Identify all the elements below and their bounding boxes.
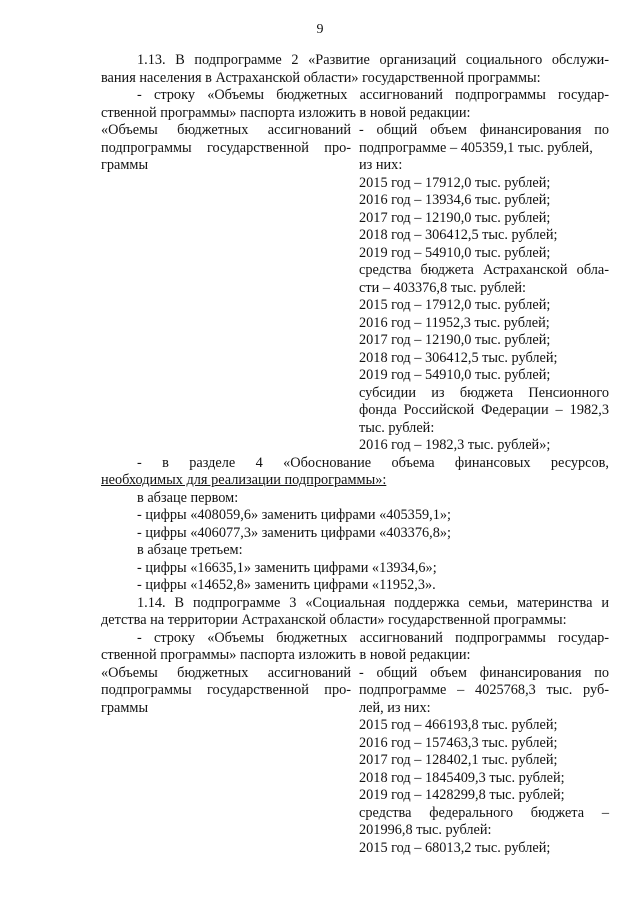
left-label-line: подпрограммы государственной про- xyxy=(101,139,351,156)
left-label-line: граммы xyxy=(101,157,149,173)
section-113-passport-row xyxy=(101,122,609,455)
section-113-left-label xyxy=(101,122,359,175)
value-line: подпрограмме – 4025768,3 тыс. руб- xyxy=(359,682,609,698)
value-line: 2015 год – 466193,8 тыс. рублей; xyxy=(359,717,558,733)
value-line: 2016 год – 13934,6 тыс. рублей; xyxy=(359,192,551,208)
value-line: средства бюджета Астраханской обла- xyxy=(359,262,609,278)
para1-label: в абзаце первом: xyxy=(137,489,239,506)
value-line: - общий объем финансирования по xyxy=(359,122,609,138)
page-number: 9 xyxy=(316,22,324,37)
section-114-instruction-line2: ственной программы» паспорта изложить в новой редакции: xyxy=(101,647,471,663)
value-line: 2018 год – 306412,5 тыс. рублей; xyxy=(359,349,558,366)
section4-line2-text: необходимых для реализации подпрограммы»: xyxy=(101,472,387,488)
value-line: подпрограмме – 405359,1 тыс. рублей, xyxy=(359,139,593,156)
value-line: 2016 год – 1982,3 тыс. рублей»; xyxy=(359,437,551,453)
section-114-instruction-line1: - строку «Объемы бюджетных ассигнований подпрограммы государ- xyxy=(137,629,609,646)
value-line: 2015 год – 17912,0 тыс. рублей; xyxy=(359,174,551,191)
value-line: 2016 год – 11952,3 тыс. рублей; xyxy=(359,314,550,331)
left-label-line: подпрограммы государственной про- xyxy=(101,682,351,698)
section-113-section4-line2 xyxy=(101,472,609,490)
section-113-instruction-line2: ственной программы» паспорта изложить в новой редакции: xyxy=(101,104,471,121)
value-line: 2017 год – 128402,1 тыс. рублей; xyxy=(359,752,558,768)
value-line: субсидии из бюджета Пенсионного xyxy=(359,384,609,401)
section-113-heading-line1: 1.13. В подпрограмме 2 «Развитие организаций социального обслужи- xyxy=(137,52,609,68)
value-line: лей, из них: xyxy=(359,699,431,716)
value-line: средства федерального бюджета – xyxy=(359,804,609,821)
section-114-heading-line2: детства на территории Астраханской области» государственной программы: xyxy=(101,612,567,628)
replace-line-1: - цифры «408059,6» заменить цифрами «405359,1»; xyxy=(137,507,451,523)
replace-line-3: - цифры «16635,1» заменить цифрами «13934,6»; xyxy=(137,559,437,576)
value-line: сти – 403376,8 тыс. рублей: xyxy=(359,279,527,296)
section-113-section4-line1: - в разделе 4 «Обоснование объема финансовых ресурсов, xyxy=(137,454,609,471)
value-line: 2015 год – 68013,2 тыс. рублей; xyxy=(359,839,551,856)
section-113-right-values xyxy=(359,122,609,455)
replace-line-4: - цифры «14652,8» заменить цифрами «11952,3». xyxy=(137,577,436,593)
section-114-left-label xyxy=(101,665,359,718)
value-line: 2019 год – 1428299,8 тыс. рублей; xyxy=(359,787,565,803)
value-line: - общий объем финансирования по xyxy=(359,664,609,681)
value-line: 2019 год – 54910,0 тыс. рублей; xyxy=(359,244,551,261)
value-line: 201996,8 тыс. рублей: xyxy=(359,822,492,838)
value-line: фонда Российской Федерации – 1982,3 xyxy=(359,402,609,418)
document-body xyxy=(101,52,609,857)
value-line: 2017 год – 12190,0 тыс. рублей; xyxy=(359,209,551,226)
left-label-line: «Объемы бюджетных ассигнований xyxy=(101,664,351,681)
section-113-instruction-line1: - строку «Объемы бюджетных ассигнований подпрограммы государ- xyxy=(137,87,609,103)
value-line: 2018 год – 1845409,3 тыс. рублей; xyxy=(359,769,565,786)
value-line: 2019 год – 54910,0 тыс. рублей; xyxy=(359,367,551,383)
value-line: из них: xyxy=(359,157,403,173)
value-line: 2016 год – 157463,3 тыс. рублей; xyxy=(359,734,558,751)
section-113-heading-line2: вания населения в Астраханской области» государственной программы: xyxy=(101,69,541,86)
left-label-line: «Объемы бюджетных ассигнований xyxy=(101,122,351,138)
value-line: тыс. рублей: xyxy=(359,419,435,436)
para3-label: в абзаце третьем: xyxy=(137,542,243,558)
section-114-heading-line1: 1.14. В подпрограмме 3 «Социальная поддержка семьи, материнства и xyxy=(137,594,609,611)
left-label-line: граммы xyxy=(101,699,149,716)
value-line: 2015 год – 17912,0 тыс. рублей; xyxy=(359,297,551,313)
value-line: 2017 год – 12190,0 тыс. рублей; xyxy=(359,332,551,348)
value-line: 2018 год – 306412,5 тыс. рублей; xyxy=(359,227,558,243)
replace-line-2: - цифры «406077,3» заменить цифрами «403376,8»; xyxy=(137,524,451,541)
section-114-passport-row xyxy=(101,665,609,858)
section-114-right-values xyxy=(359,665,609,858)
